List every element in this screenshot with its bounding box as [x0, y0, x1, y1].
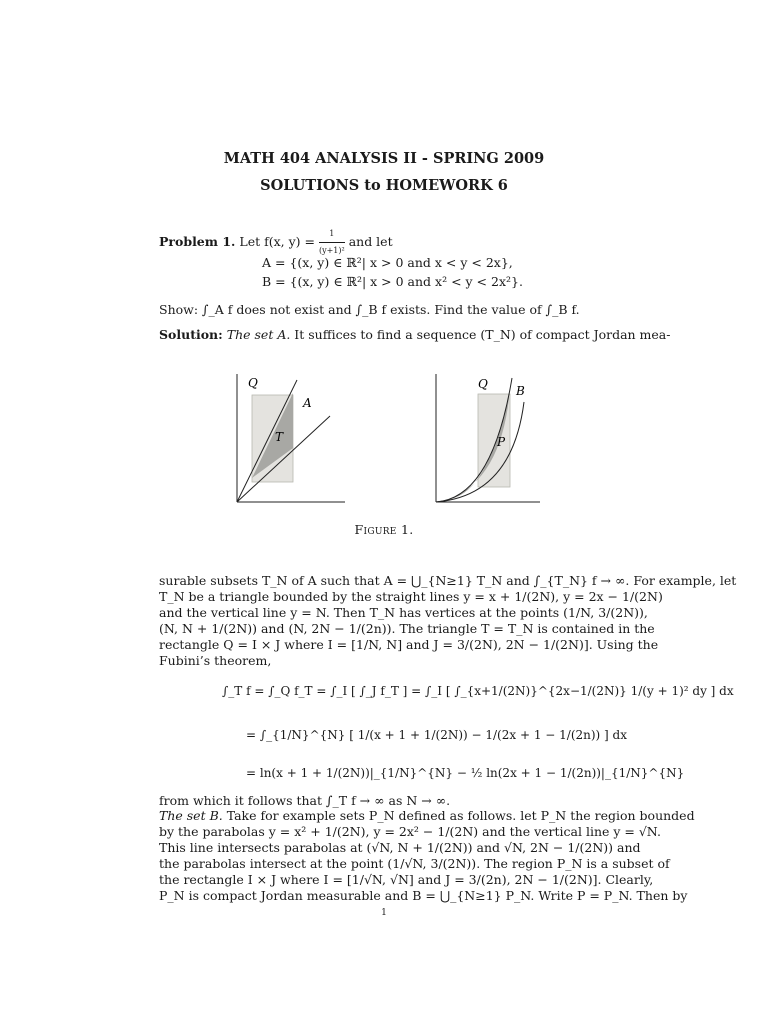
solution-label: Solution: — [159, 327, 223, 342]
body-line-2: T_N be a triangle bounded by the straight lines y = x + 1/(2N), y = 2x − 1/(2N) — [159, 589, 663, 604]
label-b: B — [516, 384, 525, 398]
f-numerator: 1 — [319, 226, 345, 243]
problem-intro-end: and let — [344, 234, 393, 249]
document-title: MATH 404 ANALYSIS II - SPRING 2009 — [223, 150, 545, 167]
label-a: A — [303, 396, 312, 410]
setb-line-3: This line intersects parabolas at (√N, N + 1/(2N)) and √N, 2N − 1/(2N)) and — [159, 840, 641, 855]
set-b-definition: B = {(x, y) ∈ ℝ²| x > 0 and x² < y < 2x²}. — [262, 274, 523, 289]
follows-line: from which it follows that ∫_T f → ∞ as N → ∞. — [159, 793, 451, 808]
setb-line-1 — [159, 808, 695, 824]
setb-line-2: by the parabolas y = x² + 1/(2N), y = 2x² − 1/(2N) and the vertical line y = √N. — [159, 824, 661, 839]
problem-show: Show: ∫_A f does not exist and ∫_B f exists. Find the value of ∫_B f. — [159, 302, 580, 317]
label-p: P — [497, 435, 506, 449]
equation-3: = ln(x + 1 + 1/(2N))|_{1/N}^{N} − ½ ln(2x + 1 − 1/(2n))|_{1/N}^{N} — [246, 766, 685, 780]
setb-line-1-text: Take for example sets P_N defined as follows. let P_N the region bounded — [222, 808, 695, 823]
body-line-5: rectangle Q = I × J where I = [1/N, N] and J = 3/(2N), 2N − 1/(2N)]. Using the — [159, 637, 659, 652]
page-number: 1 — [381, 908, 387, 918]
body-line-1: surable subsets T_N of A such that A = ⋃_{N≥1} T_N and ∫_{T_N} f → ∞. For example, let — [159, 573, 737, 588]
body-line-4: (N, N + 1/(2N)) and (N, 2N − 1/(2n)). The triangle T = T_N is contained in the — [159, 621, 655, 636]
label-q: Q — [248, 376, 258, 390]
set-a-definition: A = {(x, y) ∈ ℝ²| x > 0 and x < y < 2x}, — [262, 255, 513, 270]
set-b-heading: The set B. — [159, 808, 223, 823]
setb-line-4: the parabolas intersect at the point (1/√N, 3/(2N)). The region P_N is a subset of — [159, 856, 670, 871]
figure-caption: Figure 1. — [354, 522, 414, 537]
body-line-6: Fubini’s theorem, — [159, 653, 272, 668]
setb-line-6: P_N is compact Jordan measurable and B = ⋃_{N≥1} P_N. Write P = P_N. Then by — [159, 888, 688, 903]
setb-line-5: the rectangle I × J where I = [1/√N, √N] and J = 3/(2n), 2N − 1/(2N)]. Clearly, — [159, 872, 654, 887]
equation-2: = ∫_{1/N}^{N} [ 1/(x + 1 + 1/(2N)) − 1/(2x + 1 − 1/(2n)) ] dx — [246, 728, 627, 742]
document-subtitle: SOLUTIONS to HOMEWORK 6 — [260, 177, 508, 194]
solution-text: It suffices to find a sequence (T_N) of compact Jordan mea- — [290, 327, 671, 342]
problem-intro: Let f(x, y) = — [239, 234, 319, 249]
body-line-3: and the vertical line y = N. Then T_N has vertices at the points (1/N, 3/(2N)), — [159, 605, 648, 620]
f-denominator: (y+1)² — [318, 246, 345, 255]
label-q: Q — [478, 377, 488, 391]
equation-1: ∫_T f = ∫_Q f_T = ∫_I [ ∫_J f_T ] = ∫_I [ ∫_{x+1/(2N)}^{2x−1/(2N)} 1/(y + 1)² dy ] dx — [222, 684, 734, 698]
label-t: T — [275, 430, 284, 444]
set-a-heading: The set A. — [226, 327, 291, 342]
solution-start — [159, 327, 671, 343]
figure-right — [430, 368, 550, 508]
figure-left — [225, 368, 350, 508]
problem-label: Problem 1. — [159, 234, 236, 249]
